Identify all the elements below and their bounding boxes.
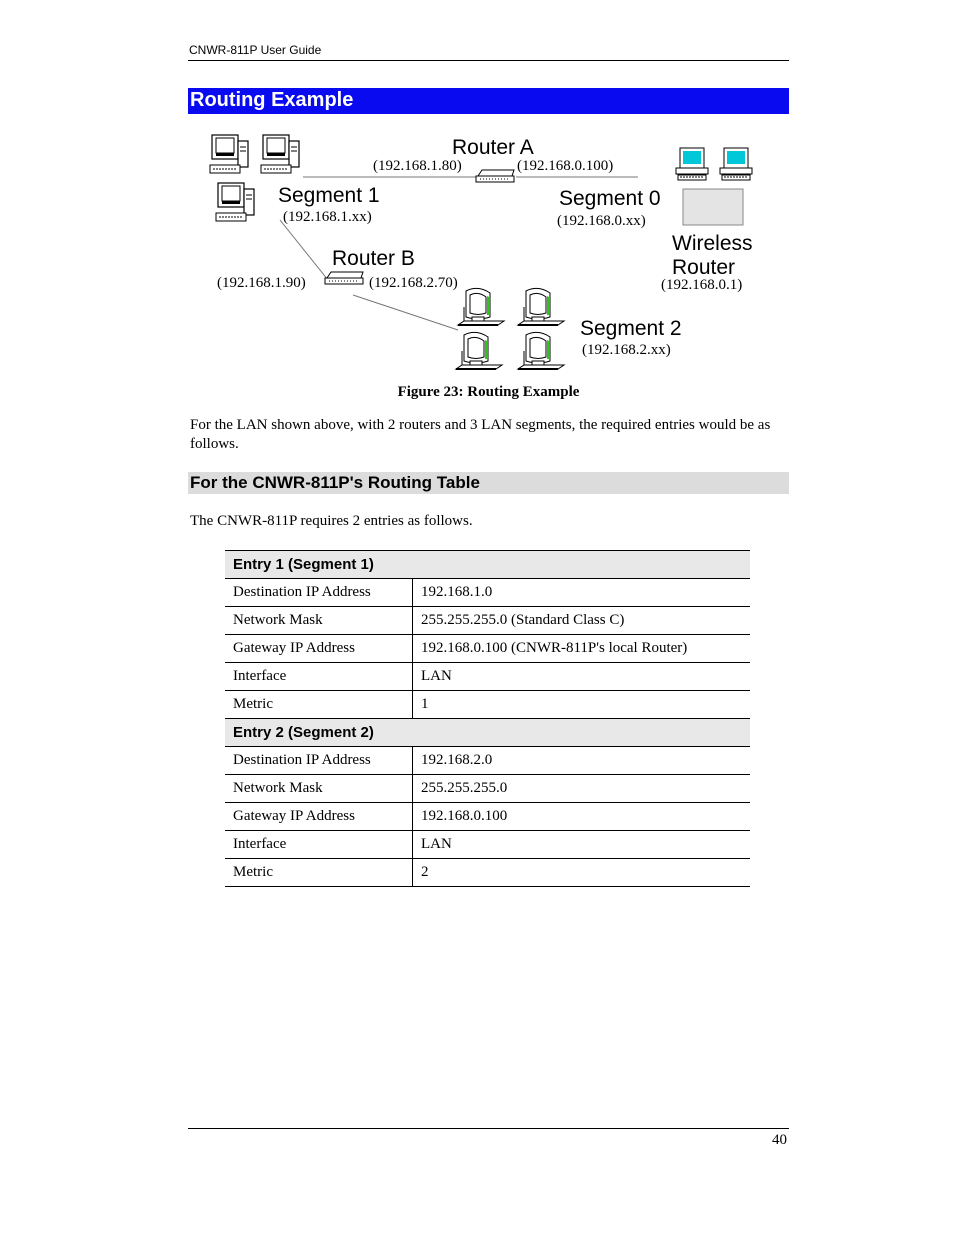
row-label: Destination IP Address [225, 747, 413, 775]
segment2-computer-icon [456, 332, 502, 369]
row-label: Interface [225, 663, 413, 691]
header-divider [188, 60, 789, 61]
segment1-label: Segment 1 [278, 184, 380, 207]
row-value: 192.168.0.100 [413, 803, 751, 831]
intro-paragraph: For the LAN shown above, with 2 routers and 3 LAN segments, the required entries would be as follows. [190, 417, 771, 452]
row-label: Gateway IP Address [225, 803, 413, 831]
table-row [225, 635, 750, 663]
router-b-ip-left: (192.168.1.90) [217, 275, 306, 291]
segment1-network: (192.168.1.xx) [283, 209, 372, 225]
table-row [225, 691, 750, 719]
table-row [225, 607, 750, 635]
row-value: 192.168.1.0 [413, 579, 751, 607]
router-a-ip-right: (192.168.0.100) [517, 158, 614, 174]
router-b-label: Router B [332, 247, 415, 270]
segment2-network: (192.168.2.xx) [582, 342, 671, 358]
row-label: Interface [225, 831, 413, 859]
row-label: Metric [225, 691, 413, 719]
row-label: Metric [225, 859, 413, 887]
table-row [225, 775, 750, 803]
routing-diagram [188, 120, 789, 380]
footer-divider [188, 1128, 789, 1129]
row-label: Network Mask [225, 775, 413, 803]
routing-table [225, 550, 750, 887]
row-label: Gateway IP Address [225, 635, 413, 663]
row-value: 255.255.255.0 (Standard Class C) [413, 607, 751, 635]
table-section-header [225, 719, 750, 747]
table-row [225, 831, 750, 859]
segment1-computer-icon [216, 183, 254, 221]
entry-title: Entry 2 (Segment 2) [225, 719, 750, 747]
router-b-icon [325, 272, 363, 284]
table-row [225, 663, 750, 691]
segment0-network: (192.168.0.xx) [557, 213, 646, 229]
figure-caption: Figure 23: Routing Example [397, 384, 580, 400]
row-label: Destination IP Address [225, 579, 413, 607]
table-row [225, 803, 750, 831]
row-value: 2 [413, 859, 751, 887]
wireless-router-icon [683, 189, 743, 225]
subsection-heading: For the CNWR-811P's Routing Table [190, 473, 480, 492]
segment1-computer-icon [261, 135, 299, 173]
wireless-router-label-line2: Router [672, 256, 736, 279]
section-heading-bar [188, 88, 789, 114]
table-row [225, 747, 750, 775]
segment2-label: Segment 2 [580, 317, 682, 340]
wireless-router-label-line1: Wireless [672, 232, 753, 255]
running-header: CNWR-811P User Guide [189, 43, 322, 57]
segment1-computer-icon [210, 135, 248, 173]
section-heading: Routing Example [190, 89, 354, 111]
router-a-icon [476, 170, 514, 182]
wireless-router-ip: (192.168.0.1) [661, 277, 743, 293]
row-value: 192.168.0.100 (CNWR-811P's local Router) [413, 635, 751, 663]
table-row [225, 579, 750, 607]
row-label: Network Mask [225, 607, 413, 635]
row-value: 1 [413, 691, 751, 719]
link-router-b-segment2 [353, 295, 458, 330]
segment2-computer-icon [458, 288, 504, 325]
table-row [225, 859, 750, 887]
entry-title: Entry 1 (Segment 1) [225, 551, 750, 579]
link-segment1-router-b [280, 220, 328, 280]
segment2-computer-icon [518, 332, 564, 369]
subsection-paragraph: The CNWR-811P requires 2 entries as follows. [190, 513, 473, 529]
row-value: LAN [413, 663, 751, 691]
segment0-computer-icon [720, 148, 752, 180]
router-b-ip-right: (192.168.2.70) [369, 275, 458, 291]
router-a-label: Router A [452, 136, 534, 159]
subsection-heading-bar [188, 472, 789, 494]
row-value: 255.255.255.0 [413, 775, 751, 803]
segment2-computer-icon [518, 288, 564, 325]
segment0-computer-icon [676, 148, 708, 180]
page-number: 40 [772, 1132, 787, 1148]
row-value: LAN [413, 831, 751, 859]
segment0-label: Segment 0 [559, 187, 661, 210]
router-a-ip-left: (192.168.1.80) [373, 158, 462, 174]
row-value: 192.168.2.0 [413, 747, 751, 775]
table-section-header [225, 551, 750, 579]
